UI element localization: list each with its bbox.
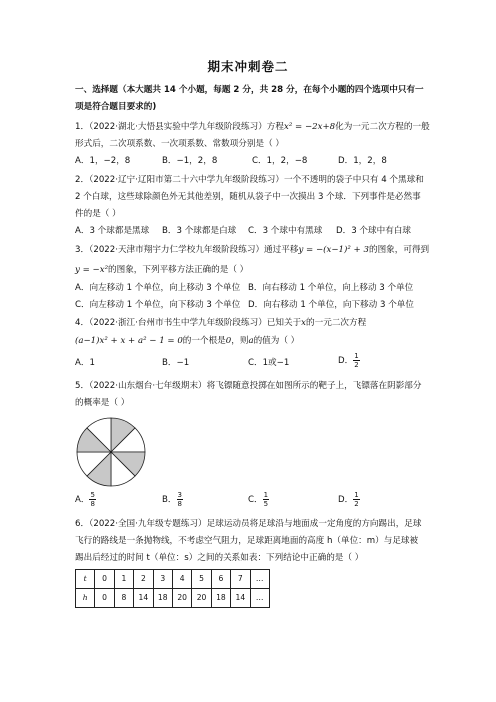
table-cell: 0 [95, 570, 114, 589]
q4-text-b: 的一元二次方程 [306, 318, 367, 328]
q5-line2: 的概率是（ ） [75, 398, 130, 408]
q3-text-a: 3．（2022·天津市翔宇力仁学校九年级阶段练习）通过平移 [75, 245, 299, 255]
q5-option-c-fraction [263, 491, 269, 508]
q4-option-d[interactable] [338, 352, 360, 369]
page-title: 期末冲刺卷二 [207, 59, 289, 74]
q4-option-b[interactable]: B．−1 [162, 358, 190, 368]
q4-text-a: 4．（2022·浙江·台州市书生中学九年级阶段练习）已知关于 [75, 318, 302, 328]
q2-line3: 件的是（ ） [75, 209, 121, 219]
table-cell: 6 [211, 570, 230, 589]
table-cell: 18 [211, 589, 230, 608]
q5-option-b-fraction [177, 491, 183, 508]
q3-option-c[interactable]: C．向左移动 1 个单位，向下移动 3 个单位 [75, 300, 241, 310]
q4-var-x: x [301, 318, 307, 328]
q4-option-c[interactable]: C．1或−1 [248, 358, 290, 368]
table-cell: … [250, 589, 269, 608]
q3-option-b[interactable]: B．向右移动 1 个单位，向上移动 3 个单位 [248, 283, 414, 293]
q3-line2 [75, 265, 248, 276]
q1-option-d[interactable]: D．1，2，8 [338, 156, 387, 166]
q4-option-d-label: D． [338, 356, 354, 366]
q1-equation: x² = −2x+8 [283, 122, 336, 132]
dartboard-figure [75, 416, 147, 488]
table-cell: 14 [231, 589, 250, 608]
table-cell: 20 [192, 589, 211, 608]
q4-var-a: a [248, 336, 254, 346]
q5-option-d-fraction [353, 491, 359, 508]
q1-line2: 形式后，二次项系数、一次项系数、常数项分别是（ ） [75, 139, 284, 149]
table-cell: 3 [153, 570, 172, 589]
q4-text-e: 的值为（ ） [253, 336, 300, 346]
q6-line2: 飞行的路线是一条抛物线，不考虑空气阻力，足球距离地面的高度 h（单位：m）与足球被 [75, 536, 419, 546]
q6-line1: 6．（2022·全国·九年级专题练习）足球运动员将足球沿与地面成一定角度的方向踢出，足球 [75, 519, 422, 529]
q1-option-b[interactable]: B．−1，2，8 [162, 156, 218, 166]
table-cell: 4 [172, 570, 191, 589]
q4-option-a[interactable]: A．1 [75, 358, 95, 368]
table-row-t [76, 570, 270, 589]
q3-text-c: 的图象，下列平移方法正确的是（ ） [108, 265, 249, 275]
section-heading-line2: 项是符合题目要求的) [75, 102, 157, 112]
table-cell: 8 [114, 589, 133, 608]
q2-option-b[interactable]: B．3 个球都是白球 [162, 226, 237, 236]
q5-option-a[interactable] [75, 491, 96, 508]
q4-option-d-den: 2 [354, 361, 359, 369]
q5-option-c-num: 1 [263, 491, 269, 499]
q5-option-b-den: 8 [177, 500, 182, 508]
table-cell: 14 [134, 589, 153, 608]
q5-option-d-label: D． [338, 495, 354, 505]
q5-option-b-num: 3 [177, 491, 182, 499]
q5-option-b[interactable] [162, 491, 183, 508]
q5-option-c[interactable] [248, 491, 269, 508]
table-row-h [76, 589, 270, 608]
q4-option-d-fraction [353, 352, 359, 369]
table-cell: h [76, 589, 95, 608]
q3-line1 [75, 245, 429, 256]
q5-option-c-label: C． [248, 495, 263, 505]
q5-option-a-den: 8 [90, 500, 95, 508]
q3-equation1: y = −(x−1)² + 3 [298, 245, 369, 255]
table-cell: 0 [95, 589, 114, 608]
q1-option-a[interactable]: A．1，−2，8 [75, 156, 131, 166]
q4-line1 [75, 318, 366, 329]
q5-option-c-den: 5 [263, 500, 269, 508]
table-cell: 18 [153, 589, 172, 608]
q2-line2: 2 个白球，这些球除颜色外无其他差别，随机从袋子中一次摸出 3 个球．下列事件是必然事 [75, 192, 421, 202]
q3-option-d[interactable]: D．向右移动 1 个单位，向下移动 3 个单位 [248, 300, 414, 310]
q4-option-d-num: 1 [354, 352, 359, 360]
table-cell: … [250, 570, 269, 589]
q4-text-d: ，则 [231, 336, 249, 346]
q3-option-a[interactable]: A．向左移动 1 个单位，向上移动 3 个单位 [75, 283, 241, 293]
q4-zero: 0 [225, 336, 232, 346]
q1-text-a: 1．（2022·湖北·大悟县实验中学九年级阶段练习）方程 [75, 122, 284, 132]
section-heading-line1: 一、选择题（本大题共 14 个小题，每题 2 分，共 28 分，在每个小题的四个选项中只有一 [75, 85, 424, 95]
q4-text-c: 的一个根是 [182, 336, 226, 346]
q5-option-d[interactable] [338, 491, 360, 508]
q5-option-b-label: B． [162, 495, 177, 505]
q1-line1 [75, 122, 430, 133]
q6-line3: 踢出后经过的时间 t（单位：s）之间的关系如表：下列结论中正确的是（ ） [75, 553, 364, 563]
table-cell: t [76, 570, 95, 589]
table-cell: 5 [192, 570, 211, 589]
q2-line1: 2．（2022·辽宁·辽阳市第二十六中学九年级阶段练习）一个不透明的袋子中只有 4 个黑球和 [75, 175, 424, 185]
q1-text-b: 化为一元二次方程的一般 [335, 122, 430, 132]
table-cell: 1 [114, 570, 133, 589]
q2-option-d[interactable]: D．3 个球中有白球 [336, 226, 411, 236]
q3-text-b: 的图象，可得到 [368, 245, 430, 255]
table-cell: 20 [172, 589, 191, 608]
q2-option-a[interactable]: A．3 个球都是黑球 [75, 226, 150, 236]
table-cell: 7 [231, 570, 250, 589]
q2-option-c[interactable]: C．3 个球中有黑球 [248, 226, 323, 236]
q1-option-c[interactable]: C．1，2，−8 [252, 156, 308, 166]
q5-option-a-num: 5 [90, 491, 95, 499]
q5-line1: 5．（2022·山东烟台·七年级期末）将飞镖随意投掷在如图所示的靶子上，飞镖落在阴影部分 [75, 381, 422, 391]
q4-line2 [75, 336, 299, 347]
q5-option-a-label: A． [75, 495, 90, 505]
q5-option-a-fraction [89, 491, 95, 508]
q4-equation: (a−1)x² + x + a² − 1 = 0 [75, 336, 183, 346]
q5-option-d-den: 2 [354, 500, 359, 508]
q5-option-d-num: 1 [354, 491, 359, 499]
time-height-table [75, 569, 270, 608]
q3-equation2: y = −x² [75, 265, 109, 275]
table-cell: 2 [134, 570, 153, 589]
